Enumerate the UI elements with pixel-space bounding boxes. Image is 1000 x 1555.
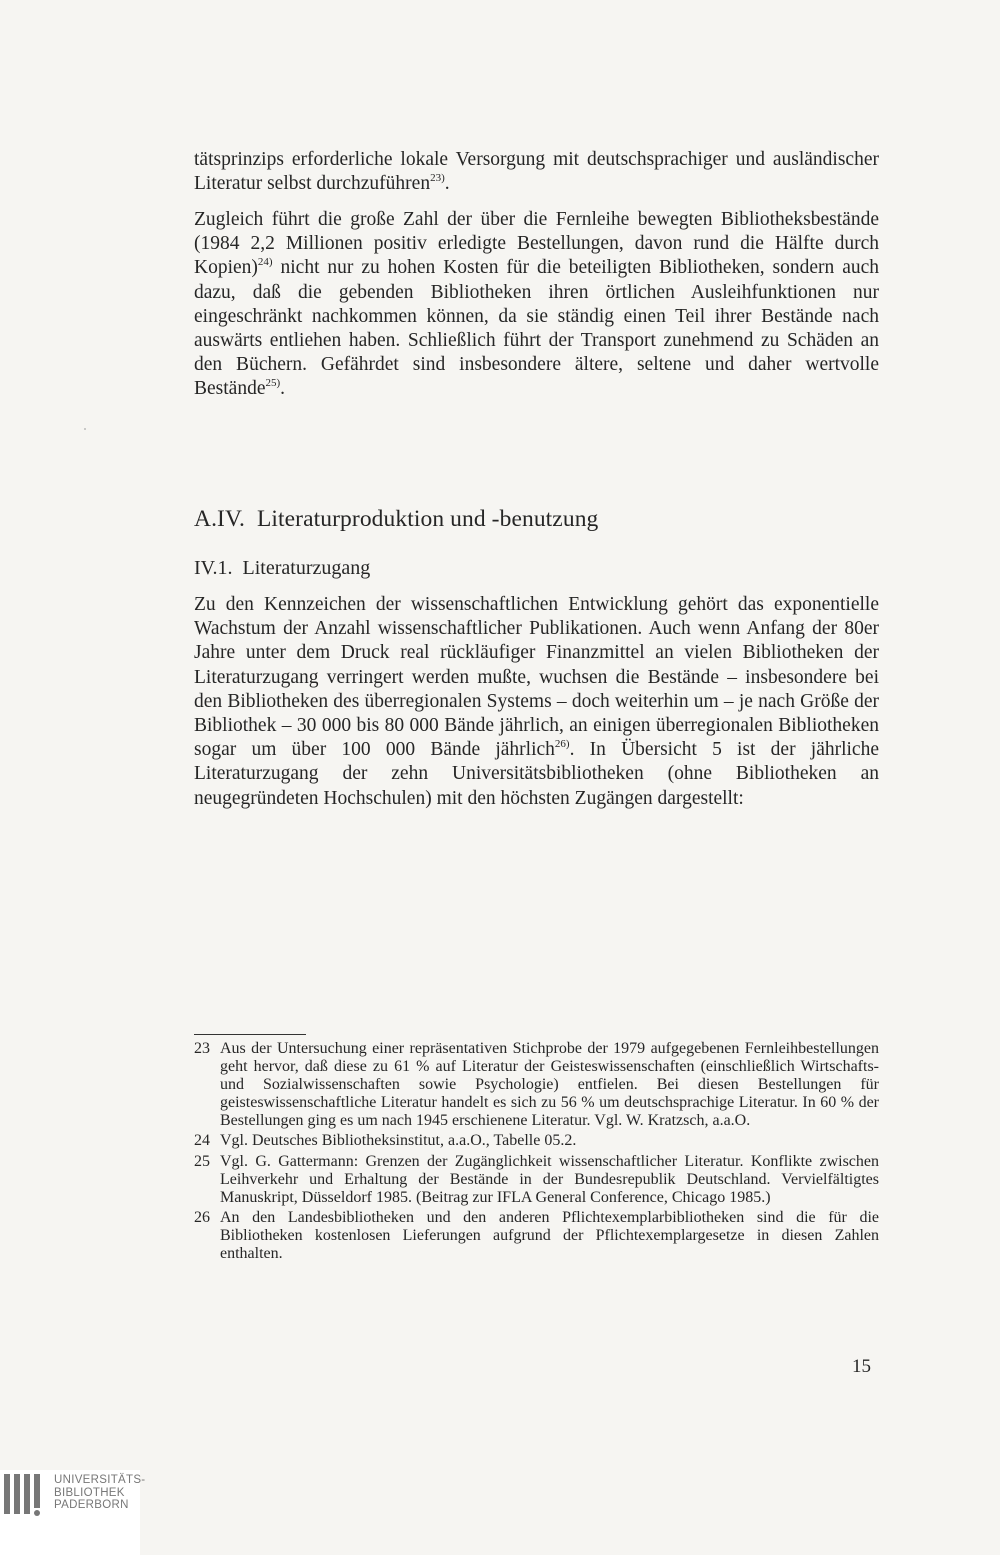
footnote-number: 25	[194, 1152, 210, 1170]
logo-line-2: BIBLIOTHEK	[54, 1486, 125, 1499]
paragraph-2-text-cont: nicht nur zu hohen Kosten für die beteiligten Bibliotheken, sondern auch dazu, daß die gebenden Bibliotheken ihren örtlichen Ausleihfunktionen nur eingeschränkt nachkommen können, da sie ständig einen Teil ihrer Bestände nach auswärts entliehen haben. Schließlich führt der Transport zunehmend zu Schäden an den Büchern. Gefährdet sind insbesondere ältere, seltene und daher wertvolle Bestände	[194, 257, 879, 400]
footnote-26	[194, 1209, 879, 1263]
paragraph-2-text: Zugleich führt die große Zahl der über die Fernleihe bewegten Bibliotheksbestände (1984 2,2 Millionen positiv erledigte Bestellungen, davon rund die Hälfte durch Kopien)	[194, 209, 879, 279]
footnote-number: 24	[194, 1132, 210, 1150]
footnote-text: An den Landesbibliotheken und den anderen Pflichtexemplarbibliotheken sind die für die Bibliotheken kostenlosen Lieferungen aufgrund der Pflichtexemplargesetze in diesen Zahlen enthalten.	[220, 1208, 879, 1263]
footnote-ref-23: 23)	[430, 172, 445, 185]
paragraph-1-text: tätsprinzips erforderliche lokale Versorgung mit deutschsprachiger und ausländischer Literatur selbst durchzuführen	[194, 149, 879, 195]
subsection-heading: IV.1. Literaturzugang	[194, 557, 371, 579]
footnote-number: 23	[194, 1040, 210, 1057]
paragraph-3-text-cont: . In Übersicht 5 ist der jährliche Literaturzugang der zehn Universitätsbibliotheken (ohne Bibliotheken an neugegründeten Hochschulen) mit den höchsten Zugängen dargestellt:	[194, 739, 879, 809]
footnote-text: Vgl. G. Gattermann: Grenzen der Zugänglichkeit wissenschaftlicher Literatur. Konflikte zwischen Leihverkehr und Erhaltung der Bestände in der Bundesrepublik Deutschland. Vervielfältigtes Manuskript, Düsseldorf 1985. (Beitrag zur IFLA General Conference, Chicago 1985.)	[220, 1152, 879, 1206]
paragraph-continuation	[194, 148, 879, 196]
footnote-text: Aus der Untersuchung einer repräsentativen Stichprobe der 1979 aufgegebenen Fernleihbestellungen geht hervor, daß diese zu 61 % auf Literatur der Geisteswissenschaften (einschließlich Wirtschafts- und Sozialwissenschaften sowie Psychologie) entfielen. Bei diesen Bestellungen für geisteswissenschaftliche Literatur handelt es sich zu 56 % um deutschsprachige Literatur. In 60 % der Bestellungen ging es um nach 1945 erschienene Literatur. Vgl. W. Kratzsch, a.a.O.	[220, 1040, 879, 1130]
logo-line-3: PADERBORN	[54, 1499, 129, 1511]
footnotes	[194, 1040, 879, 1265]
paragraph-1	[194, 148, 879, 196]
paragraph-3-text: Zu den Kennzeichen der wissenschaftlichen Entwicklung gehört das exponentielle Wachstum der Anzahl wissenschaftlicher Publikationen. Auch wenn Anfang der 80er Jahre unter dem Druck real rückläufiger Finanzmittel an vielen Bibliotheken der Literaturzugang verringert werden mußte, wuchsen die Bestände – insbesondere bei den Bibliotheken des überregionalen Systems – doch weiterhin um – je nach Größe der Bibliothek – 30 000 bis 80 000 Bände jährlich, an einigen überregionalen Bibliotheken sogar um über 100 000 Bände jährlich	[194, 594, 879, 761]
paragraph-3	[194, 593, 879, 811]
footnote-25	[194, 1153, 879, 1207]
scan-speck	[84, 428, 86, 430]
paragraph-2-block	[194, 208, 879, 402]
footnote-ref-25: 25)	[265, 377, 281, 390]
footnote-ref-24: 24)	[257, 256, 273, 269]
paragraph-2-tail: .	[280, 378, 286, 400]
paragraph-3-block	[194, 593, 879, 811]
logo-line-1: UNIVERSITÄTS-	[54, 1474, 146, 1486]
footnote-24	[194, 1132, 879, 1150]
footnote-text: Vgl. Deutsches Bibliotheksinstitut, a.a.O., Tabelle 05.2.	[220, 1132, 577, 1150]
paragraph-2	[194, 208, 879, 402]
section-heading: A.IV. Literaturproduktion und -benutzung	[194, 506, 599, 532]
paragraph-1-tail: .	[444, 173, 450, 195]
footnote-ref-26: 26)	[554, 738, 570, 751]
footnote-number: 26	[194, 1208, 210, 1226]
library-logo-text	[54, 1474, 145, 1512]
footnote-separator	[194, 1034, 306, 1035]
page-number: 15	[852, 1356, 871, 1377]
library-logo-icon	[4, 1474, 48, 1554]
footnote-23	[194, 1040, 879, 1130]
